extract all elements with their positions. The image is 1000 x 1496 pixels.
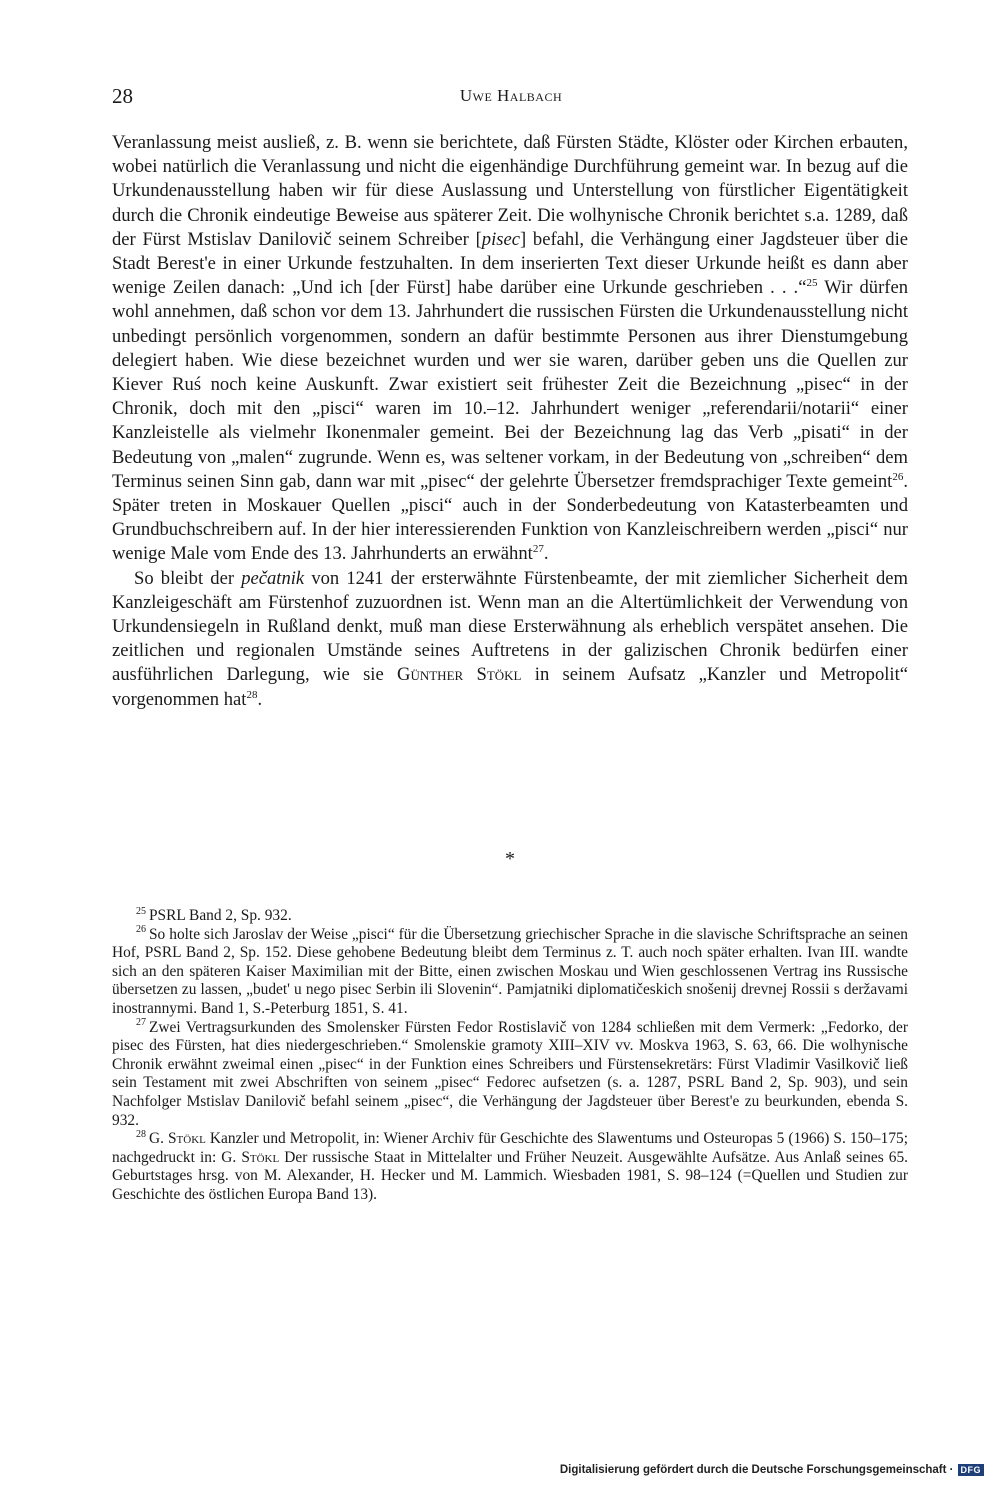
footnotes	[112, 907, 908, 1205]
footnote-ref-27[interactable]: 27	[532, 543, 544, 556]
page-header	[112, 84, 910, 112]
term-pecatnik: pečatnik	[241, 567, 305, 589]
paragraph-1: Veranlassung meist ausließ, z. B. wenn sie berichtete, daß Fürsten Städte, Klöster oder Kirchen erbauten, wobei natürlich die Veranlassung und nicht die eigenhändige Durchführung gemeint war. In bezug auf die Urkundenausstellung haben wir für diese Auslassung und Unterstellung von fürstlicher Eigentätigkeit durch die Chronik eindeutige Beweise aus späterer Zeit. Die wolhynische Chronik berichtet s.a. 1289, daß der Fürst Mstislav Danilovič seinem Schreiber [pisec] befahl, die Verhängung einer Jagdsteuer über die Stadt Berest'e in einer Urkunde festzuhalten. In dem inserierten Text dieser Urkunde heißt es dann aber wenige Zeilen danach: „Und ich [der Fürst] habe darüber eine Urkunde geschrieben . . .“$^{25}$ Wir dürfen wohl annehmen, daß schon vor dem 13. Jahrhundert die russischen Fürsten die Urkundenausstellung nicht unbedingt persönlich vorgenommen, sondern an dafür bestimmte Personen aus ihrer Dienstumgebung delegiert haben. Wie diese bezeichnet wurden und wer sie waren, darüber geben uns die Quellen zur Kiever Ruś noch keine Auskunft. Zwar existiert seit frühester Zeit die Bezeichnung „pisec“ in der Chronik, doch mit den „pisci“ waren im 10.–12. Jahrhundert weniger „referendarii/notarii“ einer Kanzleistelle als vielmehr Ikonenmaler gemeint. Bei der Bezeichnung lag das Verb „pisati“ in der Bedeutung von „malen“ zugrunde. Wenn es, was seltener vorkam, in der Bedeutung von „schreiben“ dem Terminus seinen Sinn gab, dann war mit „pisec“ der gelehrte Übersetzer fremdsprachiger Texte gemeint$^{26}$. Später treten in Moskauer Quellen „pisci“ auch in der Sonderbedeutung von Katasterbeamten und Grundbuchschreibern auf. In der hier interessierenden Funktion von Kanzleischreibern werden „pisci“ nur wenige Male vom Ende des 13. Jahrhunderts an erwähnt$^{27}$.	[112, 132, 908, 565]
running-head: Uwe Halbach	[459, 86, 563, 105]
page-number: 28	[112, 84, 133, 108]
footnote-ref-28[interactable]: 28	[246, 688, 258, 701]
paragraph-2: So bleibt der pečatnik von 1241 der ersterwähnte Fürstenbeamte, der mit ziemlicher Sicherheit dem Kanzleigeschäft am Fürstenhof zuzuordnen ist. Wenn man an die Altertümlichkeit der Verwendung von Urkundensiegeln in Rußland denkt, muß man diese Ersterwähnung als erheblich verspätet ansehen. Die zeitlichen und regionalen Umstände seines Auftretens in der galizischen Chronik bedürfen einer ausführlichen Darlegung, wie sie Günther Stökl in seinem Aufsatz „Kanzler und Metropolit“ vorgenommen hat$^{28}$.	[112, 567, 909, 710]
author-name: Günther Stökl	[397, 664, 522, 686]
digitization-credit	[560, 1464, 984, 1476]
footnote-28: $^{28}$ G. Stökl Kanzler und Metropolit, in: Wiener Archiv für Geschichte des Slawentums und Osteuropas 5 (1966) S. 150–175; nachgedruckt in: G. Stökl Der russische Staat in Mittelalter und Früher Neuzeit. Ausgewählte Aufsätze. Aus Anlaß seines 65. Geburtstages hrsg. von M. Alexander, H. Hecker und M. Lammich. Wiesbaden 1981, S. 98–124 (=Quellen und Studien zur Geschichte des östlichen Europa Band 13).	[112, 1129, 908, 1203]
footnote-ref-26[interactable]: 26	[892, 470, 904, 483]
footnote-25: $^{25}$ PSRL Band 2, Sp. 932.	[136, 905, 292, 924]
section-separator: *	[505, 848, 515, 870]
footnote-ref-25[interactable]: 25	[806, 277, 818, 290]
footnote-27: $^{27}$ Zwei Vertragsurkunden des Smolensker Fürsten Fedor Rostislavič von 1284 schließen mit dem Vermerk: „Fedorko, der pisec des Fürsten, hat dies niedergeschrieben.“ Smolenskie gramoty XIII–XIV vv. Moskva 1963, S. 63, 66. Die wolhynische Chronik erwähnt zweimal einen „pisec“ in der Funktion eines Schreibers und Fürstensekretärs: Fürst Vladimir Vasilkovič ließ sein Testament mit zwei Abschriften von seinem „pisec“ Fedorec aufsetzen (s. a. 1287, PSRL Band 2, Sp. 903), und sein Nachfolger Mstislav Danilovič befahl seinem „pisec“, die Verhängung der Jagdsteuer über Berest'e zu beurkunden, ebenda S. 932.	[112, 1017, 908, 1129]
dfg-logo-icon: DFG	[958, 1464, 985, 1476]
footnote-26: $^{26}$ So holte sich Jaroslav der Weise „pisci“ für die Übersetzung griechischer Sprache in die slavische Schriftsprache an seinen Hof, PSRL Band 2, Sp. 152. Diese gehobene Bedeutung bleibt dem Terminus z. T. auch noch später erhalten. Ivan III. wandte sich an den späteren Kaiser Maximilian mit der Bitte, einen zwischen Moskau und Wien geschlossenen Vertrag ins Russische übersetzen zu lassen, „budet' u nego pisec Serbin ili Slovenin“. Pamjatniki diplomatičeskich snošenij drevnej Rossii s deržavami inostrannymi. Band 1, S.-Peterburg 1851, S. 41.	[112, 924, 908, 1017]
credit-text: Digitalisierung gefördert durch die Deutsche Forschungsgemeinschaft ·	[559, 1464, 954, 1476]
term-pisec: pisec	[481, 228, 521, 250]
main-text	[112, 131, 908, 712]
